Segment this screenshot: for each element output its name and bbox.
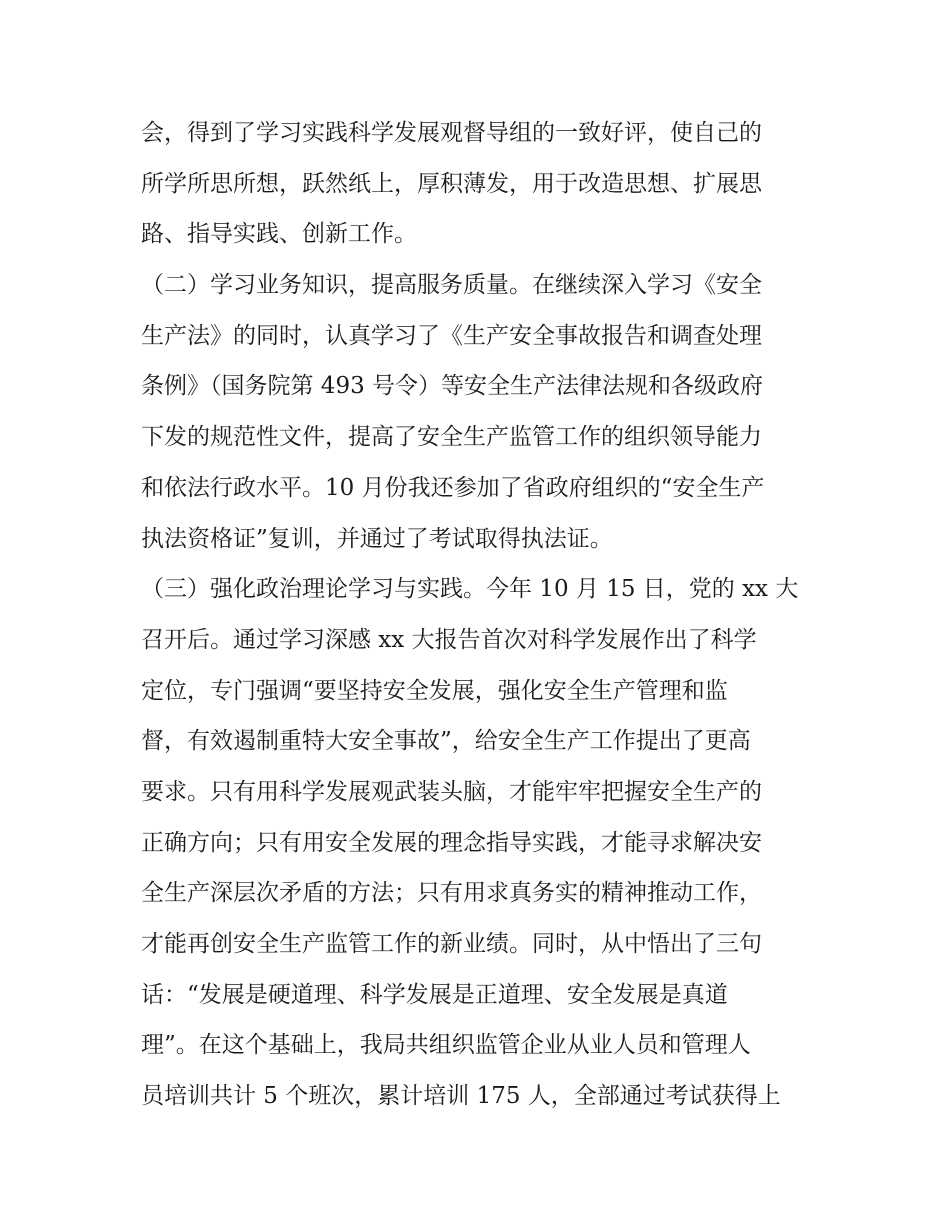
text-line: 正确方向；只有用安全发展的理念指导实践，才能寻求解决安 [141,829,762,856]
text-line: 全生产深层次矛盾的方法；只有用求真务实的精神推动工作， [141,880,762,907]
text-line: 定位，专门强调“要坚持安全发展，强化安全生产管理和监 [141,677,728,704]
section-heading-line: （二）学习业务知识，提高服务质量。在继续深入学习《安全 [141,272,762,299]
text-line: 执法资格证”复训，并通过了考试取得执法证。 [141,525,613,552]
section-heading-line: （三）强化政治理论学习与实践。今年 10 月 15 日，党的 xx 大 [141,576,799,603]
body-text [141,108,821,1122]
text-line: 下发的规范性文件，提高了安全生产监管工作的组织领导能力 [141,424,762,451]
text-line: 条例》（国务院第 493 号令）等安全生产法律法规和各级政府 [141,373,764,400]
text-line: 话：“发展是硬道理、科学发展是正道理、安全发展是真道 [141,981,728,1008]
text-line: 召开后。通过学习深感 xx 大报告首次对科学发展作出了科学 [141,626,757,653]
text-line: 督，有效遏制重特大安全事故”，给安全生产工作提出了更高 [141,728,751,755]
text-line: 才能再创安全生产监管工作的新业绩。同时，从中悟出了三句 [141,931,762,957]
text-line: 理”。在这个基础上，我局共组织监管企业从业人员和管理人 [141,1032,751,1059]
text-line: 路、指导实践、创新工作。 [141,221,417,248]
text-line: 生产法》的同时，认真学习了《生产安全事故报告和调查处理 [141,322,762,349]
text-line: 员培训共计 5 个班次，累计培训 175 人，全部通过考试获得上 [141,1083,781,1110]
text-line: 会，得到了学习实践科学发展观督导组的一致好评，使自己的 [141,120,762,146]
text-line: 要求。只有用科学发展观武装头脑，才能牢牢把握安全生产的 [141,778,762,805]
text-line: 和依法行政水平。10 月份我还参加了省政府组织的“安全生产 [141,474,765,501]
text-line: 所学所思所想，跃然纸上，厚积薄发，用于改造思想、扩展思 [141,170,762,197]
